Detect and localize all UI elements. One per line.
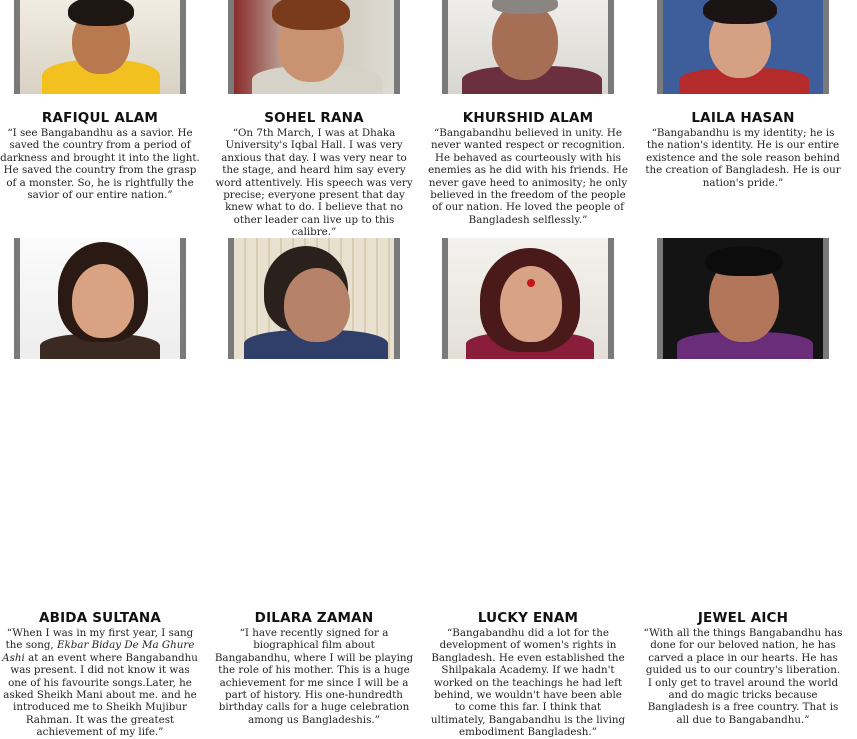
person-name: JEWEL AICH	[697, 610, 789, 626]
person-quote: “Bangabandhu did a lot for the development of women's rights in Bangladesh. He even established the Shilpakala Academy. If we hadn't worked on the teachings he had left behind, we wouldn't have been able to come this far. I think that ultimately, Bangabandhu is the living embodiment Bangladesh.”	[430, 627, 626, 739]
person-quote: “I have recently signed for a biographical film about Bangabandhu, where I will be playing the role of his mother. This is a huge achievement for me since I will be a part of history. His one-hundredth birthday calls for a huge celebration among us Bangladeshis.”	[214, 627, 414, 726]
person-quote: “I see Bangabandhu as a savior. He saved the country from a period of darkness and brought it into the light. He saved the country from the grasp of a monster. So, he is rightfully the savior of our entire nation.”	[0, 127, 200, 202]
person-name: LUCKY ENAM	[477, 610, 579, 626]
person-name: SOHEL RANA	[264, 110, 364, 126]
portrait-photo	[657, 0, 829, 94]
portrait-photo	[228, 238, 400, 359]
portrait-photo	[14, 238, 186, 359]
song-title: Ekbar Biday De Ma Ghure Ashi	[2, 639, 195, 664]
person-quote: “On 7th March, I was at Dhaka University's Iqbal Hall. I was very anxious that day. I was very near to the stage, and heard him say every word attentively. His speech was very precise; everyone present that day knew what to do. I believe that no other leader can live up to this calibre.”	[215, 127, 413, 239]
person-name: ABIDA SULTANA	[38, 610, 162, 626]
portrait-photo	[657, 238, 829, 359]
person-name: RAFIQUL ALAM	[41, 110, 159, 126]
person-name: KHURSHID ALAM	[462, 110, 594, 126]
person-name: DILARA ZAMAN	[254, 610, 374, 626]
person-name: LAILA HASAN	[691, 110, 795, 126]
person-quote: “When I was in my first year, I sang the song, Ekbar Biday De Ma Ghure Ashi at an event where Bangabandhu was present. I did not know it was one of his favourite songs.Later, he asked Sheikh Mani about me. and he introduced me to Sheikh Mujibur Rahman. It was the greatest achievement of my life.”	[2, 627, 198, 739]
person-quote: “Bangabandhu believed in unity. He never wanted respect or recognition. He behaved as courteously with his enemies as he did with his friends. He never gave heed to animosity; he only believed in the freedom of the people of our nation. He loved the people of Bangladesh selflessly.”	[428, 127, 628, 226]
portrait-photo	[14, 0, 186, 94]
portrait-photo	[228, 0, 400, 94]
portrait-photo	[442, 238, 614, 359]
person-quote: “With all the things Bangabandhu has done for our beloved nation, he has carved a place in our hearts. He has guided us to our country's liberation. I only get to travel around the world and do magic tricks because Bangladesh is a free country. That is all due to Bangabandhu.”	[643, 627, 843, 726]
person-quote: “Bangabandhu is my identity; he is the nation's identity. He is our entire existence and the sole reason behind the creation of Bangladesh. He is our nation's pride.”	[645, 127, 841, 189]
portrait-photo	[442, 0, 614, 94]
